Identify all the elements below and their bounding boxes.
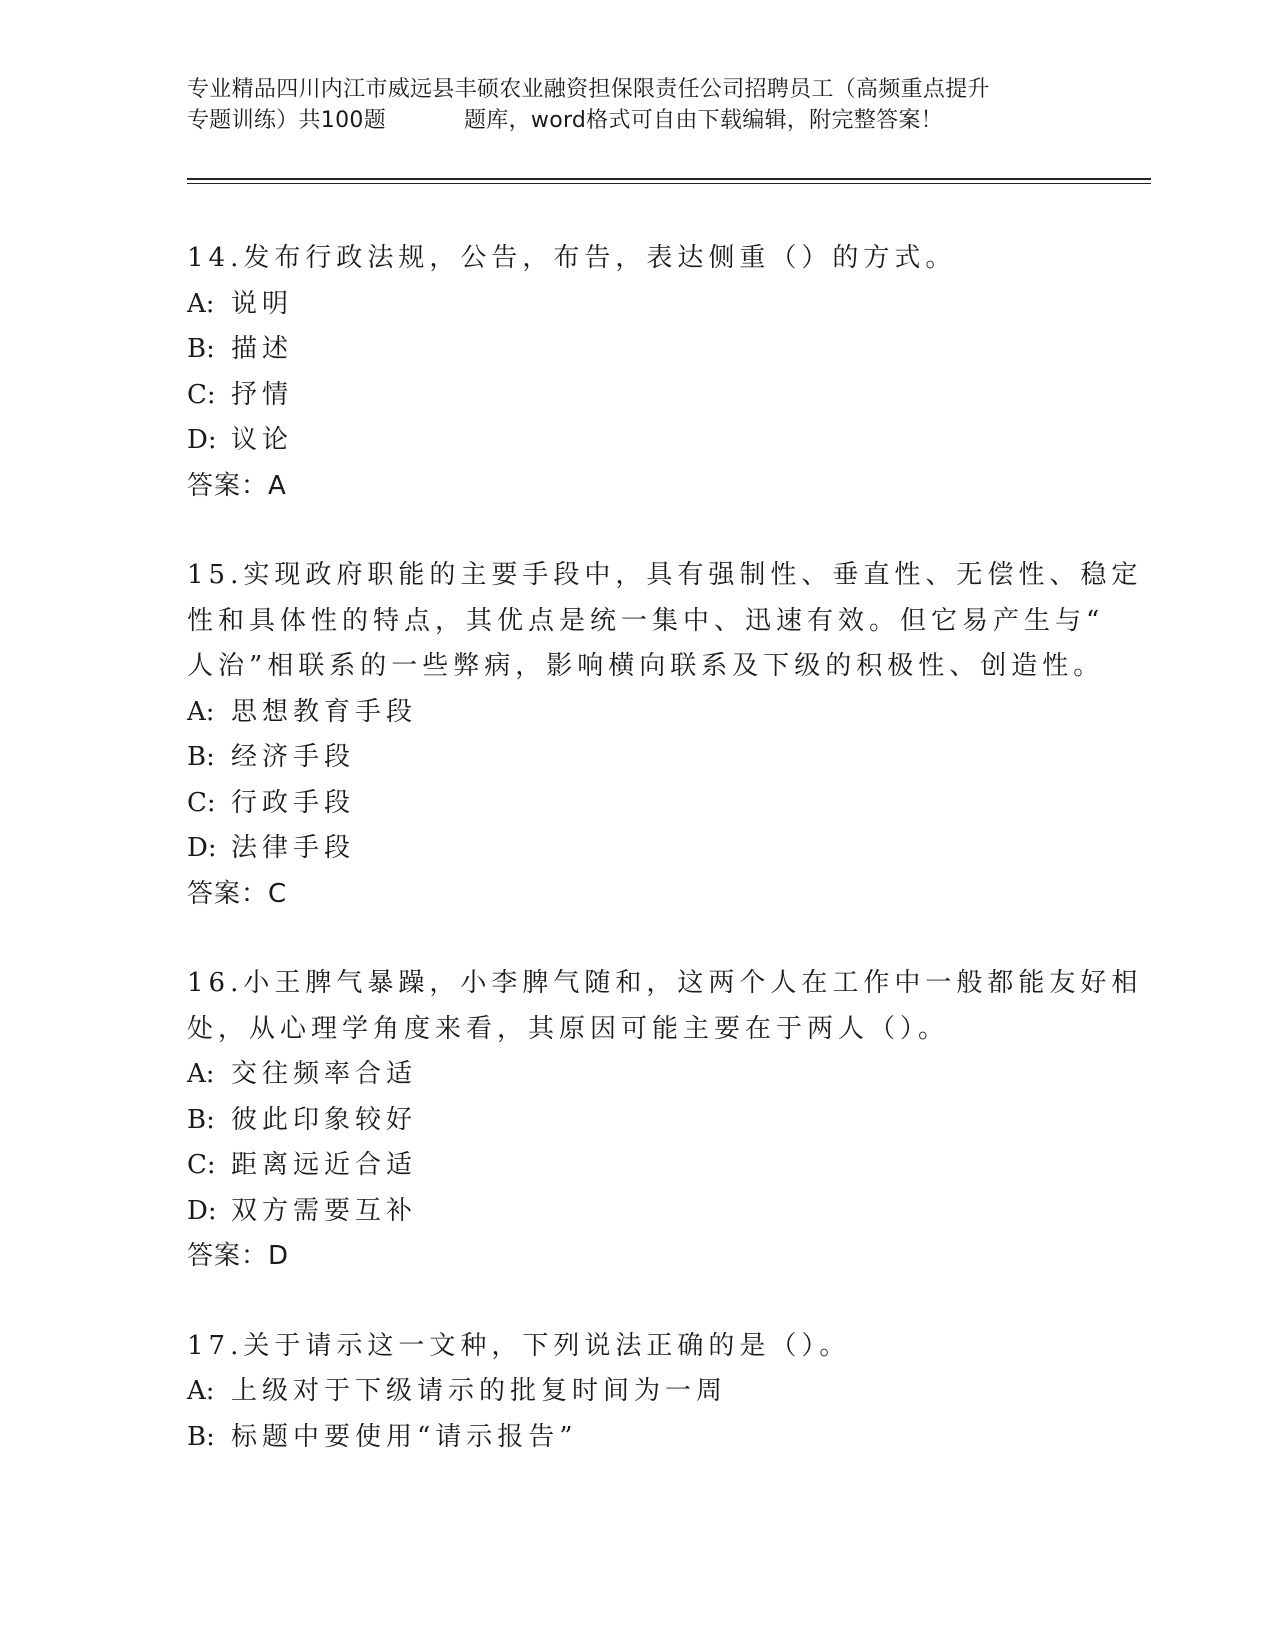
option-b [187,1415,1087,1461]
option-c [187,1143,1087,1189]
option-text: 彼此印象较好 [231,1104,418,1135]
option-key: B: [187,334,215,364]
option-a [187,282,1087,328]
option-text: 距离远近合适 [231,1150,418,1180]
option-text: 说明 [231,288,294,319]
option-a [187,1052,1087,1098]
option-key: D: [187,425,217,455]
option-d [187,418,1087,464]
header-divider [187,178,1151,184]
option-c [187,781,1087,827]
option-key: B: [187,1421,215,1452]
option-text: 上级对于下级请示的批复时间为一周 [231,1376,728,1406]
option-key: B: [187,1104,215,1135]
option-key: A: [187,1059,215,1089]
option-text: 行政手段 [231,787,356,818]
question-17 [187,1324,1087,1461]
answer-line: 答案：C [187,878,288,909]
option-key: A: [187,288,215,319]
option-key: D: [187,1195,217,1226]
question-stem-line: 处，从心理学角度来看，其原因可能主要在于两人（）。 [187,1013,950,1044]
option-key: C: [187,1150,216,1180]
question-stem [187,961,1143,1052]
header-title-line-1: 专业精品四川内江市威远县丰硕农业融资担保限责任公司招聘员工（高频重点提升 [187,77,990,102]
option-text: 法律手段 [231,833,356,863]
question-stem-line: 17.关于请示这一文种，下列说法正确的是（）。 [187,1330,851,1361]
option-c [187,373,1087,419]
option-d [187,1189,1087,1235]
option-b [187,327,1087,373]
option-key: A: [187,1376,215,1406]
option-text: 标题中要使用“请示报告” [231,1421,578,1452]
option-text: 经济手段 [231,742,356,772]
question-stem-line: 性和具体性的特点，其优点是统一集中、迅速有效。但它易产生与“ [187,605,1105,636]
option-text: 交往频率合适 [231,1059,418,1089]
header-title-line-2-part-2: 题库，word格式可自由下载编辑，附完整答案！ [464,108,943,133]
option-a [187,690,1087,736]
page-header [187,74,1087,136]
option-text: 抒情 [231,379,294,410]
option-key: D: [187,833,217,863]
question-15 [187,553,1143,917]
option-d [187,826,1087,872]
question-stem-line: 人治”相联系的一些弊病，影响横向联系及下级的积极性、创造性。 [187,651,1105,681]
option-b [187,1098,1087,1144]
option-text: 议论 [231,425,294,455]
answer-line: 答案：D [187,1241,290,1271]
option-key: C: [187,379,216,410]
option-text: 双方需要互补 [231,1195,418,1226]
option-key: A: [187,696,215,727]
question-stem-line: 16.小王脾气暴躁，小李脾气随和，这两个人在工作中一般都能友好相 [187,968,1143,998]
answer-line: 答案：A [187,470,287,501]
header-title-line-2-part-1: 专题训练）共100题 [187,108,386,133]
question-stem [187,236,1087,282]
option-key: C: [187,787,216,818]
question-14 [187,236,1087,509]
question-list [187,236,1143,1504]
option-b [187,735,1087,781]
question-stem-line: 15.实现政府职能的主要手段中，具有强制性、垂直性、无偿性、稳定 [187,560,1143,590]
option-text: 描述 [231,334,294,364]
option-text: 思想教育手段 [231,696,418,727]
question-stem [187,553,1143,690]
question-stem-line: 14.发布行政法规，公告，布告，表达侧重（）的方式。 [187,243,957,273]
option-key: B: [187,742,215,772]
question-16 [187,961,1143,1280]
question-stem [187,1324,1087,1370]
option-a [187,1369,1087,1415]
header-title-line-2 [187,105,1087,136]
